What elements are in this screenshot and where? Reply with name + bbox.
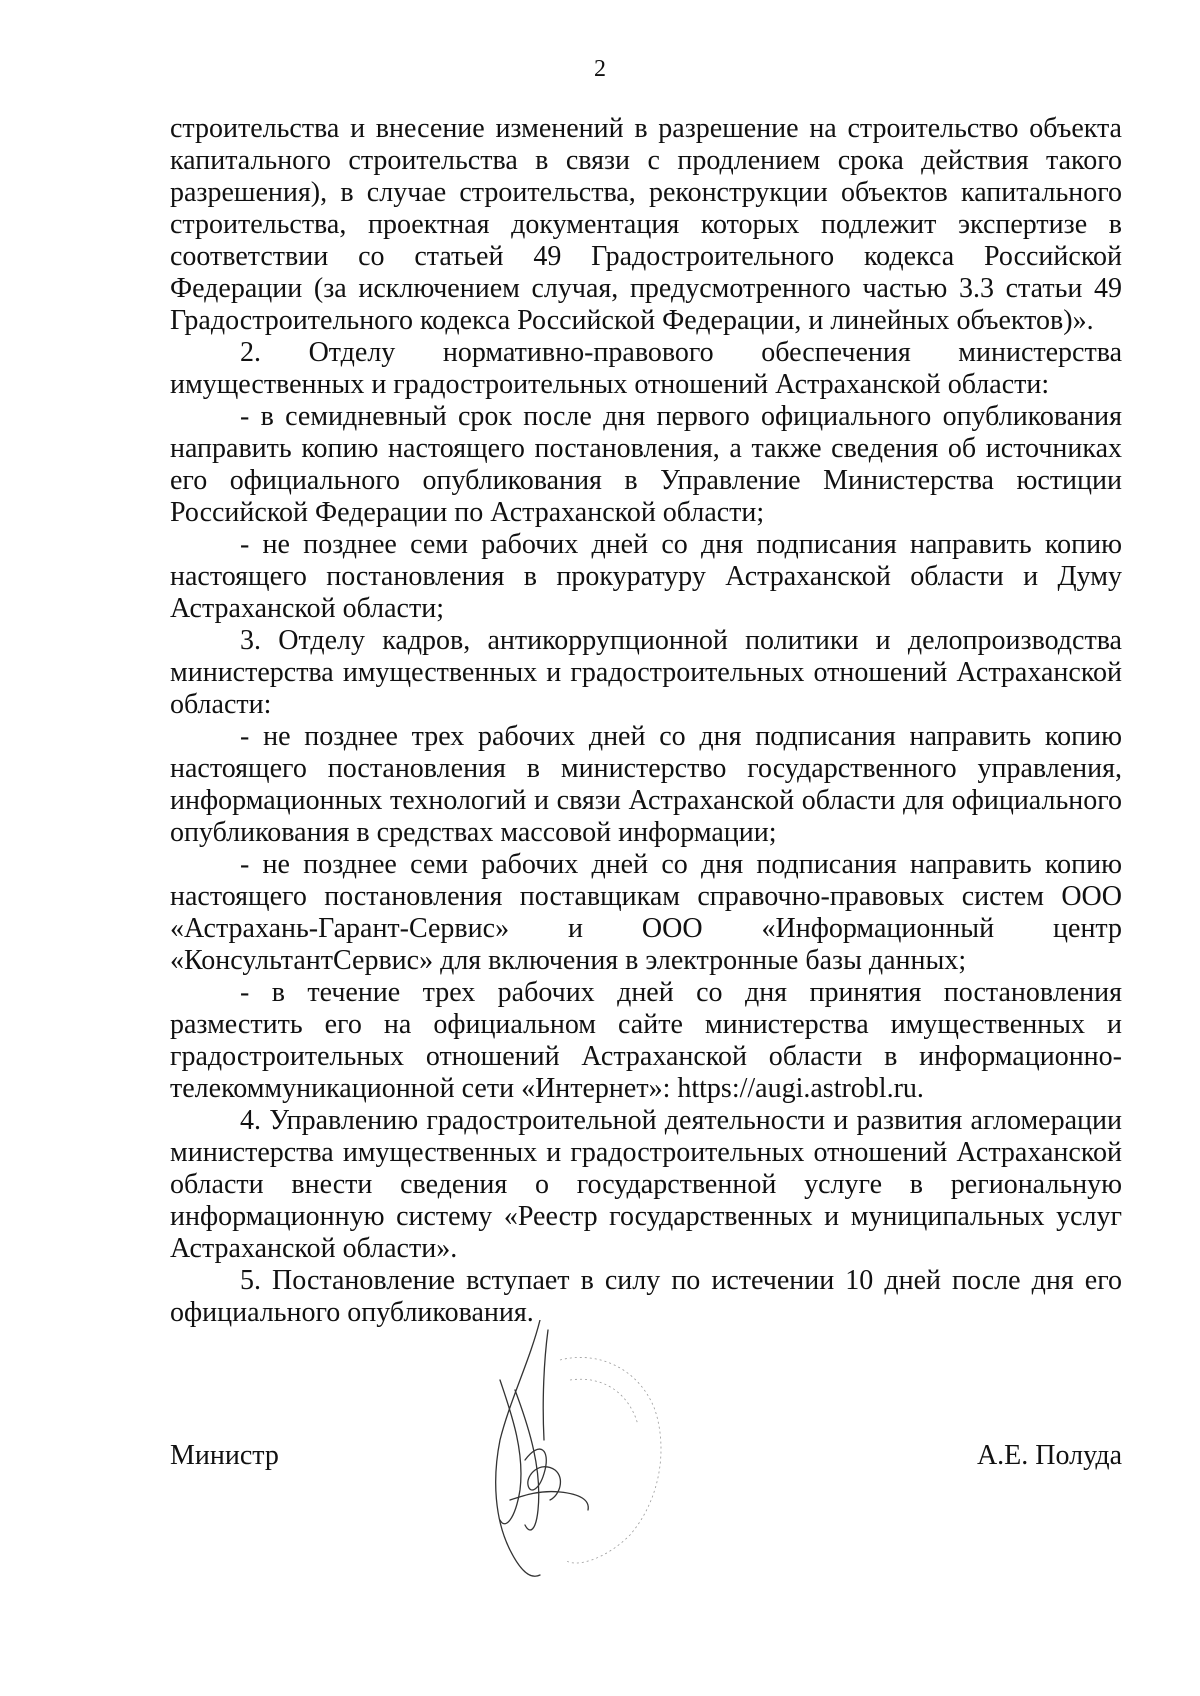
paragraph-item-4: 4. Управлению градостроительной деятельности и развития агломерации министерства имущественных и градостроительных отношений Астраханской области внести сведения о государственной услуге в региональную информационную систему «Реестр государственных и муниципальных услуг Астраханской области». [170,1105,1122,1264]
paragraph-item-2-sub-2: - не позднее семи рабочих дней со дня подписания направить копию настоящего постановления в прокуратуру Астраханской области и Думу Астраханской области; [170,529,1122,624]
paragraph-item-2: 2. Отделу нормативно-правового обеспечения министерства имущественных и градостроительных отношений Астраханской области: [170,337,1122,400]
paragraph-item-3-sub-2: - не позднее семи рабочих дней со дня подписания направить копию настоящего постановления поставщикам справочно-правовых систем ООО «Астрахань-Гарант-Сервис» и ООО «Информационный центр «КонсультантСервис» для включения в электронные базы данных; [170,849,1122,976]
paragraph-continuation: строительства и внесение изменений в разрешение на строительство объекта капитального строительства в связи с продлением срока действия такого разрешения), в случае строительства, реконструкции объектов капитального строительства, проектная документация которых подлежит экспертизе в соответствии со статьей 49 Градостроительного кодекса Российской Федерации (за исключением случая, предусмотренного частью 3.3 статьи 49 Градостроительного кодекса Российской Федерации, и линейных объектов)». [170,113,1122,336]
signature-block [170,1440,1122,1480]
signatory-role: Министр [170,1440,279,1471]
signatory-name: А.Е. Полуда [976,1440,1122,1471]
paragraph-item-2-sub-1: - в семидневный срок после дня первого официального опубликования направить копию настоящего постановления, а также сведения об источниках его официального опубликования в Управление Министерства юстиции Российской Федерации по Астраханской области; [170,401,1122,528]
paragraph-item-3-sub-1: - не позднее трех рабочих дней со дня подписания направить копию настоящего постановления в министерство государственного управления, информационных технологий и связи Астраханской области для официального опубликования в средствах массовой информации; [170,721,1122,848]
paragraph-item-5: 5. Постановление вступает в силу по истечении 10 дней после дня его официального опубликования. [170,1265,1122,1328]
paragraph-item-3: 3. Отделу кадров, антикоррупционной политики и делопроизводства министерства имущественных и градостроительных отношений Астраханской области: [170,625,1122,720]
document-body [170,113,1122,1329]
page-number: 2 [594,56,606,82]
paragraph-item-3-sub-3: - в течение трех рабочих дней со дня принятия постановления разместить его на официальном сайте министерства имущественных и градостроительных отношений Астраханской области в информационно-телекоммуникационной сети «Интернет»: https://augi.astrobl.ru. [170,977,1122,1104]
